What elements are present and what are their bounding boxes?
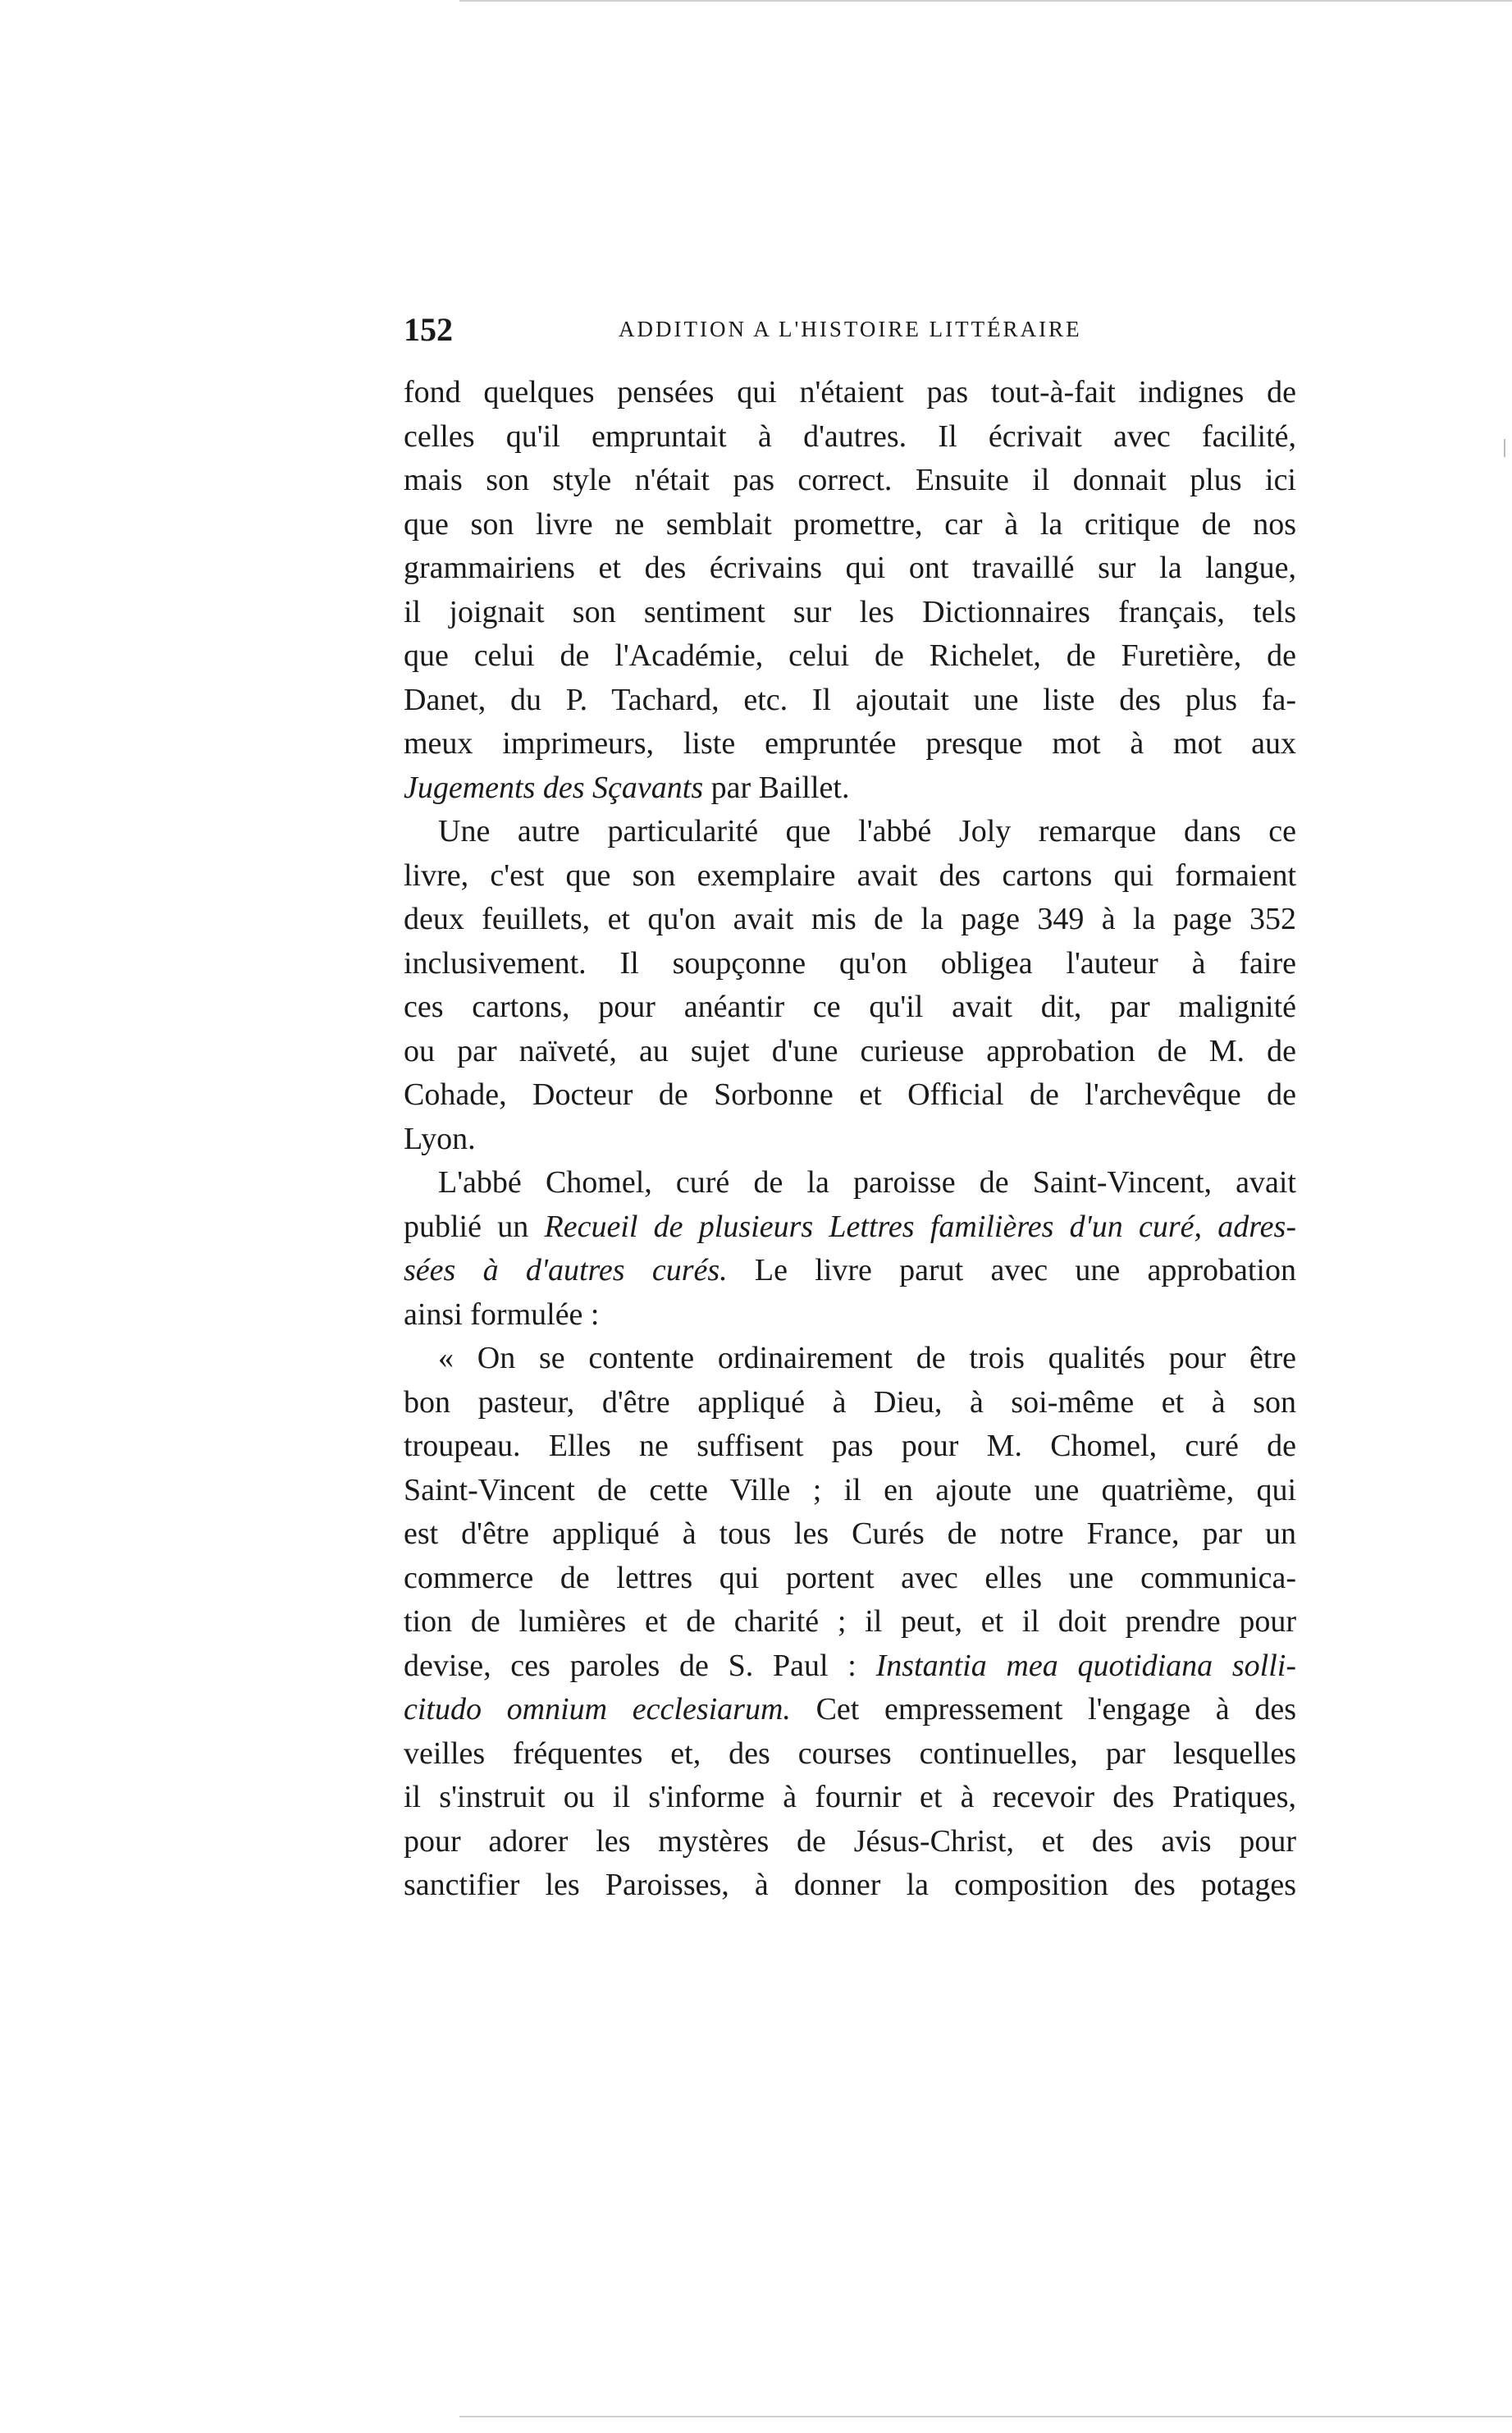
text-line	[404, 1249, 1296, 1293]
text-segment: Une autre particularité que l'abbé Joly remarque dans ce	[438, 814, 1296, 848]
text-segment: bon pasteur, d'être appliqué à Dieu, à soi-même et à son	[404, 1384, 1296, 1420]
text-line	[404, 810, 1296, 854]
text-line	[404, 415, 1296, 460]
text-segment: publié un	[404, 1209, 545, 1244]
text-segment: il s'instruit ou il s'informe à fournir et à recevoir des Pratiques,	[404, 1780, 1296, 1814]
text-segment: inclusivement. Il soupçonne qu'on obligea l'auteur à faire	[404, 945, 1296, 981]
italic-text: Jugements des Sçavants	[404, 770, 704, 805]
text-line	[404, 1820, 1296, 1864]
text-line	[404, 1030, 1296, 1074]
scan-edge-bottom	[459, 2416, 1512, 2417]
text-line	[404, 1864, 1296, 1908]
text-line	[404, 1732, 1296, 1777]
text-line	[404, 766, 1296, 811]
text-line	[404, 459, 1296, 503]
text-line	[404, 1469, 1296, 1513]
text-segment: par Baillet.	[703, 770, 850, 805]
text-line	[404, 1600, 1296, 1644]
text-segment: troupeau. Elles ne suffisent pas pour M. Chomel, curé de	[404, 1429, 1296, 1463]
text-line	[404, 722, 1296, 766]
text-segment: L'abbé Chomel, curé de la paroisse de Saint-Vincent, avait	[438, 1165, 1296, 1200]
text-line	[404, 1337, 1296, 1381]
text-segment: pour adorer les mystères de Jésus-Christ, et des avis pour	[404, 1823, 1296, 1859]
text-line	[404, 1073, 1296, 1118]
text-segment: Cohade, Docteur de Sorbonne et Official de l'archevêque de	[404, 1077, 1296, 1112]
text-line	[404, 679, 1296, 723]
text-segment: commerce de lettres qui portent avec elles une communica-	[404, 1560, 1296, 1595]
text-line	[404, 1381, 1296, 1425]
text-segment: Danet, du P. Tachard, etc. Il ajoutait une liste des plus fa-	[404, 682, 1296, 717]
text-line	[404, 942, 1296, 986]
text-segment: Lyon.	[404, 1121, 476, 1156]
text-segment: fond quelques pensées qui n'étaient pas tout-à-fait indignes de	[404, 375, 1296, 409]
text-line	[404, 854, 1296, 899]
text-line	[404, 591, 1296, 635]
text-line	[404, 547, 1296, 591]
running-title: ADDITION A L'HISTOIRE LITTÉRAIRE	[619, 317, 1082, 341]
italic-text: Instantia mea quotidiana solli-	[875, 1648, 1296, 1683]
italic-text: sées à d'autres curés.	[404, 1253, 728, 1287]
text-segment: celles qu'il empruntait à d'autres. Il écrivait avec facilité,	[404, 418, 1296, 454]
text-line	[404, 1118, 1296, 1162]
text-segment: veilles fréquentes et, des courses continuelles, par lesquelles	[404, 1736, 1296, 1771]
scan-mark	[1504, 439, 1505, 457]
page-body-text	[404, 371, 1296, 1908]
text-line	[404, 986, 1296, 1030]
text-line	[404, 1557, 1296, 1601]
text-segment: meux imprimeurs, liste empruntée presque mot à mot aux	[404, 726, 1296, 761]
text-segment: « On se contente ordinairement de trois qualités pour être	[438, 1341, 1296, 1375]
text-line	[404, 503, 1296, 547]
text-line	[404, 1512, 1296, 1557]
text-segment: que son livre ne semblait promettre, car à la critique de nos	[404, 506, 1296, 542]
text-line	[404, 371, 1296, 415]
text-line	[404, 898, 1296, 942]
text-segment: Le livre parut avec une approbation	[727, 1253, 1296, 1287]
text-segment: mais son style n'était pas correct. Ensuite il donnait plus ici	[404, 463, 1296, 497]
text-line	[404, 1425, 1296, 1469]
italic-text: citudo omnium ecclesiarum.	[404, 1692, 791, 1726]
text-segment: ou par naïveté, au sujet d'une curieuse approbation de M. de	[404, 1033, 1296, 1068]
italic-text: Recueil de plusieurs Lettres familières d'un curé, adres-	[544, 1209, 1296, 1244]
scan-edge-top	[459, 0, 1512, 2]
text-line	[404, 634, 1296, 679]
text-segment: deux feuillets, et qu'on avait mis de la page 349 à la page 352	[404, 902, 1296, 936]
text-segment: livre, c'est que son exemplaire avait des cartons qui formaient	[404, 857, 1296, 893]
text-line	[404, 1205, 1296, 1250]
text-segment: grammairiens et des écrivains qui ont travaillé sur la langue,	[404, 551, 1296, 585]
text-segment: Saint-Vincent de cette Ville ; il en ajoute une quatrième, qui	[404, 1472, 1296, 1507]
text-line	[404, 1293, 1296, 1338]
text-segment: Cet empressement l'engage à des	[790, 1692, 1296, 1726]
text-line	[404, 1688, 1296, 1732]
running-header	[404, 310, 1296, 346]
text-segment: devise, ces paroles de S. Paul :	[404, 1648, 876, 1683]
text-segment: ainsi formulée :	[404, 1297, 600, 1332]
text-segment: tion de lumières et de charité ; il peut, et il doit prendre pour	[404, 1604, 1296, 1639]
text-segment: sanctifier les Paroisses, à donner la composition des potages	[404, 1868, 1296, 1902]
text-line	[404, 1161, 1296, 1205]
text-segment: est d'être appliqué à tous les Curés de notre France, par un	[404, 1516, 1296, 1551]
page-number: 152	[404, 311, 453, 348]
text-segment: ces cartons, pour anéantir ce qu'il avait dit, par malignité	[404, 990, 1296, 1024]
text-segment: il joignait son sentiment sur les Dictionnaires français, tels	[404, 594, 1296, 629]
text-line	[404, 1776, 1296, 1820]
text-line	[404, 1644, 1296, 1689]
text-segment: que celui de l'Académie, celui de Richelet, de Furetière, de	[404, 638, 1296, 673]
